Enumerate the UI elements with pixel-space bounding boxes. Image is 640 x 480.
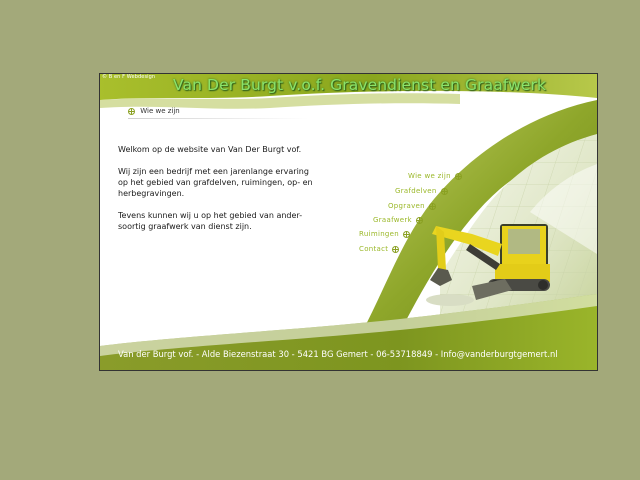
plus-circle-icon xyxy=(455,173,462,180)
site-title: Van Der Burgt v.o.f. Gravendienst en Graafwerk xyxy=(173,76,547,94)
plus-circle-icon xyxy=(416,217,423,224)
site-frame xyxy=(99,73,598,371)
plus-circle-icon xyxy=(403,231,410,238)
nav-item-ruimingen[interactable] xyxy=(359,230,410,238)
nav-item-contact[interactable] xyxy=(359,245,399,253)
nav-item-label: Opgraven xyxy=(388,202,425,210)
plus-circle-icon xyxy=(392,246,399,253)
nav-item-label: Contact xyxy=(359,245,389,253)
heading-divider xyxy=(128,118,308,119)
intro-paragraph-2: Wij zijn een bedrijf met een jarenlange ervaring op het gebied van grafdelven, ruimingen, op- en herbegravingen. xyxy=(118,167,313,198)
nav-item-graafwerk[interactable] xyxy=(373,216,423,224)
intro-paragraph-1: Welkom op de website van Van Der Burgt vof. xyxy=(118,145,302,154)
nav-item-wie-we-zijn[interactable] xyxy=(408,172,462,180)
intro-text xyxy=(118,144,318,243)
section-heading xyxy=(128,107,180,115)
nav-item-label: Graafwerk xyxy=(373,216,412,224)
nav-item-grafdelven[interactable] xyxy=(395,187,448,195)
nav-item-opgraven[interactable] xyxy=(388,202,436,210)
intro-paragraph-3: Tevens kunnen wij u op het gebied van ander- soortig graafwerk van dienst zijn. xyxy=(118,211,303,231)
nav-item-label: Ruimingen xyxy=(359,230,400,238)
footer-contact-line: Van der Burgt vof. - Alde Biezenstraat 30 - 5421 BG Gemert - 06-53718849 - Info@vanderburgtgemert.nl xyxy=(118,349,558,359)
credit-text[interactable]: © B en F Webdesign xyxy=(102,74,156,80)
plus-circle-icon xyxy=(128,108,135,115)
plus-circle-icon xyxy=(429,203,436,210)
plus-circle-icon xyxy=(441,188,448,195)
nav-item-label: Wie we zijn xyxy=(408,172,451,180)
section-heading-label: Wie we zijn xyxy=(140,107,180,115)
nav-item-label: Grafdelven xyxy=(395,187,437,195)
